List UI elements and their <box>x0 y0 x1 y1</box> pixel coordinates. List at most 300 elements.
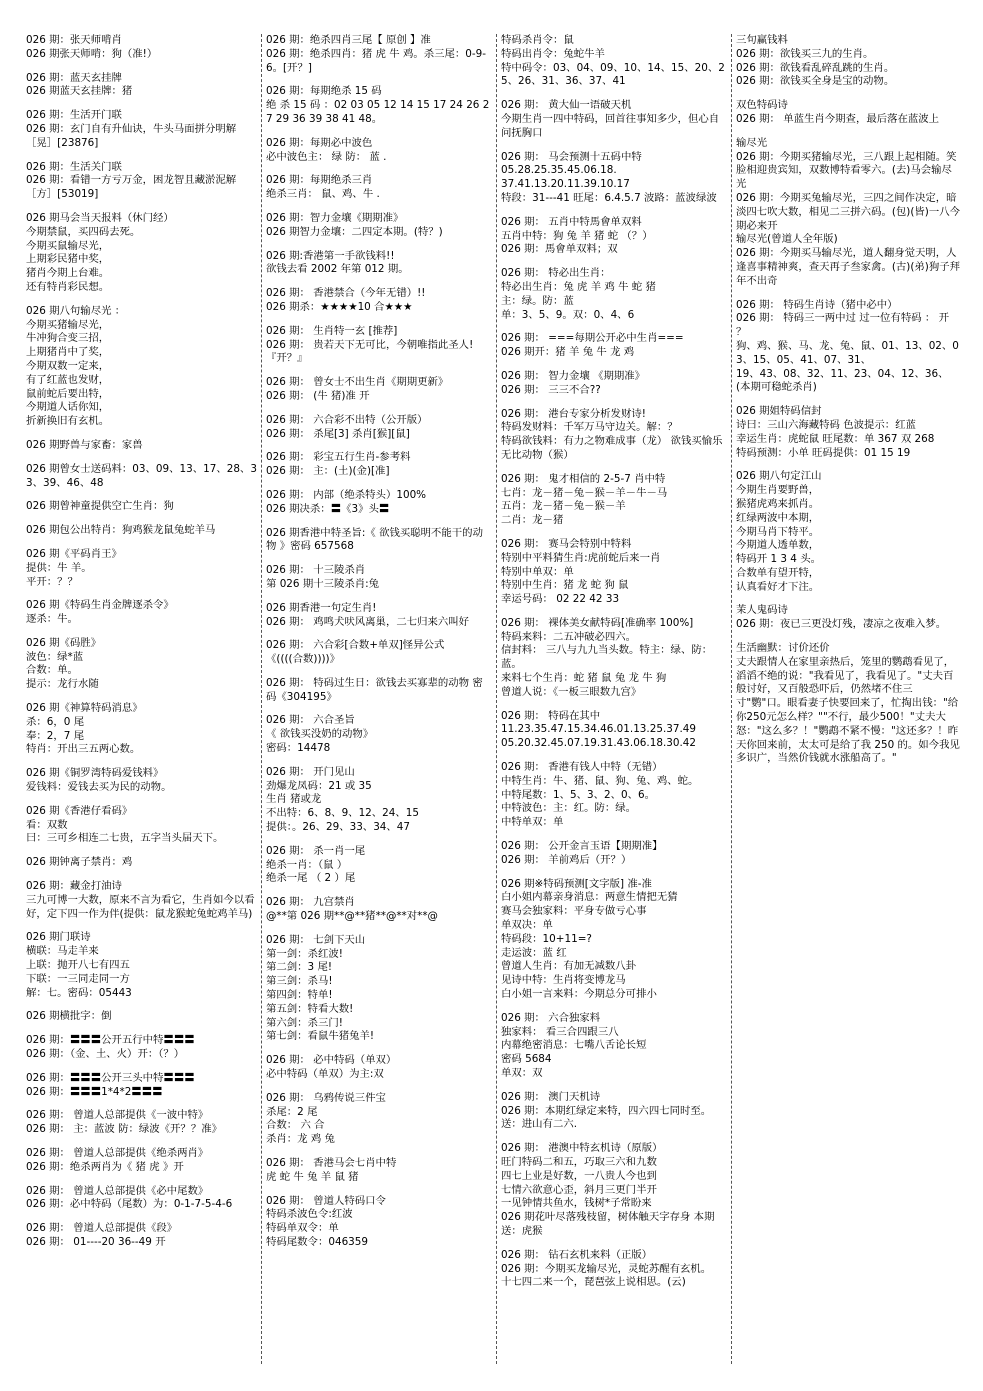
text-line: 第六剑：杀三门! <box>266 1016 343 1029</box>
text-line: 四七上业是好数，一八贵人今也到 <box>501 1169 657 1182</box>
text-line: 026 期香港中特圣旨:《 欲钱买聪明不能干的动物 》密码 657568 <box>266 526 483 553</box>
text-line: 026 期： 鸡鸣犬吠风离巢，二七归来六叫好 <box>266 615 470 628</box>
text-line: 026 期：欲钱买三九的生肖。 <box>736 47 874 60</box>
prediction-block <box>266 287 492 315</box>
prediction-block <box>501 332 727 360</box>
text-line: 单：3、5、9。双：0、4、6 <box>501 308 635 321</box>
prediction-block <box>266 34 492 75</box>
prediction-block <box>736 34 962 89</box>
prediction-block <box>501 370 727 398</box>
text-line: 提供：。26、29、33、34、47 <box>266 821 411 834</box>
text-line: 横联：马走羊来 <box>26 945 99 958</box>
prediction-block <box>501 34 727 89</box>
prediction-block <box>26 1109 257 1137</box>
text-line: 第一剑：杀红波! <box>266 947 343 960</box>
text-line: 第 026 期十三陵杀肖:兔 <box>266 577 380 590</box>
text-line: 026 期决杀：〓《3》头〓 <box>266 502 390 515</box>
text-line: 026 期： 钻石玄机来料（正版） <box>501 1248 653 1261</box>
text-line: 026 期八句定江山 <box>736 470 822 483</box>
prediction-block <box>266 250 492 278</box>
text-line: 026 期： (牛 猪)准 开 <box>266 389 370 402</box>
text-line: 026 期： 六合彩[合数+单双]怪异公式 <box>266 639 445 652</box>
text-line: 必中波色主： 绿 防： 蓝 . <box>266 150 387 163</box>
prediction-block <box>26 463 257 491</box>
text-line: 026 期门联诗 <box>26 931 91 944</box>
prediction-block <box>501 538 727 607</box>
text-line: 牛冲狗合变三招， <box>26 332 110 345</box>
text-line: 026 期：欲钱看乱碎乱跳的生肖。 <box>736 61 895 74</box>
text-line: 单双：双 <box>501 1067 543 1079</box>
prediction-block <box>736 604 962 632</box>
text-line: 幸运号码： 02 22 42 33 <box>501 593 620 606</box>
text-line: 026 期： 羊前鸡后（开？） <box>501 853 632 866</box>
text-line: 026 期：（金、土、火）开：（？） <box>26 1048 185 1061</box>
text-line: 七肖：龙－猪－兔－猴－羊－牛－马 <box>501 486 668 499</box>
text-line: 中特尾数：1、5、3、2、0、6。 <box>501 788 655 801</box>
text-line: 026 期：今期买龙输尽光，灵蛇苏醒有玄机。 <box>501 1262 712 1275</box>
text-line: 026 期：今期买马输尽光，道人翻身觉天明，人逢喜事精神爽，查天再子叁家禽。(古)(弟)狗子拜年不出奇 <box>736 247 961 287</box>
text-line: 认真看好才下注。 <box>736 580 820 593</box>
text-line: 走运波：蓝 红 <box>501 946 567 959</box>
text-line: 输尽光(曾道人全年版) <box>736 233 838 246</box>
text-line: 赛马会独家料：平身专做亏心事 <box>501 905 647 918</box>
prediction-block <box>501 878 727 1002</box>
prediction-block <box>266 564 492 592</box>
text-line: 输尽光 <box>736 136 768 149</box>
text-line: 026 期张天师啃：狗（准!） <box>26 47 158 60</box>
text-line: 十七四二来一个，琵琶弦上说相思。(云) <box>501 1276 686 1289</box>
prediction-block <box>26 212 257 295</box>
text-line: @**第 026 期**@**猪**@**对**@ <box>266 910 438 923</box>
text-line: 026 期：智力金壤《期期准》 <box>266 211 404 224</box>
prediction-block <box>26 1072 257 1100</box>
prediction-block <box>26 767 257 795</box>
text-line: 今期生肖一四中特码，回首往事知多少，但心自问抚胸口 <box>501 112 720 139</box>
text-line: 37.41.13.20.11.39.10.17 <box>501 178 630 191</box>
text-line: 有了红蓝也发财， <box>26 373 110 386</box>
prediction-block <box>736 405 962 460</box>
text-line: 026 期： 鬼才相信的 2-5-7 肖中特 <box>501 472 666 485</box>
text-line: 特别中生肖：猪 龙 蛇 狗 鼠 <box>501 579 629 592</box>
text-line: 026 期蓝天玄挂牌：猪 <box>26 85 133 98</box>
text-line: 白小姐一言来料：今期总分可排小 <box>501 988 657 1001</box>
prediction-block <box>266 85 492 126</box>
text-line: 逐杀：牛。 <box>26 613 78 626</box>
text-line: 026 期曾女士送码料：03、09、13、17、28、33、39、46、48 <box>26 462 257 489</box>
text-line: 026 期： 三三不合?? <box>501 383 601 396</box>
prediction-block <box>26 109 257 150</box>
prediction-block <box>501 99 727 140</box>
prediction-block <box>501 216 727 257</box>
text-line: 绝杀三肖： 鼠、鸡、牛 . <box>266 188 380 201</box>
text-line: 白小姐内幕亲身消息：两意生情把无猜 <box>501 891 678 904</box>
text-line: 026 期：蓝天玄挂牌 <box>26 71 122 84</box>
text-line: 第三剑：杀马! <box>266 975 333 988</box>
prediction-block <box>266 1054 492 1082</box>
prediction-block <box>26 161 257 202</box>
prediction-block <box>736 137 962 289</box>
text-line: 生肖 猪或龙 <box>266 793 322 806</box>
text-line: 026 期： 六合彩不出特（公开版） <box>266 413 428 426</box>
text-line: 026 期： 必中特码（单双） <box>266 1054 397 1067</box>
text-line: 杀：6，0 尾 <box>26 715 85 728</box>
prediction-block <box>266 527 492 555</box>
text-column-1 <box>26 34 261 1364</box>
text-line: 诗曰：三山六海藏特码 色波提示：红蓝 <box>736 418 916 431</box>
text-line: 026 期八句输尽光 ： <box>26 304 126 317</box>
text-line: 026 期：每期必中波色 <box>266 136 373 149</box>
text-line: 特码单双令：单 <box>266 1222 339 1235</box>
text-line: 必中特码（单双）为主:双 <box>266 1068 384 1081</box>
text-line: 今期道人话你知， <box>26 401 110 414</box>
text-line: 杀尾：2 尾 <box>266 1105 318 1118</box>
text-line: 026 期杀：★★★★10 合★★★ <box>266 300 413 313</box>
text-line: 今期生肖要野兽， <box>736 484 820 497</box>
text-column-3 <box>496 34 731 1364</box>
text-line: 狗、鸡、猴、马、龙、兔、鼠、01、13、02、03、15、05、41、07、31、 <box>736 339 959 366</box>
text-line: 今期买鼠输尽光， <box>26 239 110 252</box>
prediction-block <box>26 524 257 538</box>
text-line: 026 期《码胜》 <box>26 636 102 649</box>
text-line: 026 期： 01----20 36--49 开 <box>26 1235 166 1248</box>
text-line: 026 期马会当天报料（休门经） <box>26 211 174 224</box>
text-line: 特别中单双：单 <box>501 565 574 578</box>
text-line: 特别中平料猜生肖:虎前蛇后来一肖 <box>501 551 661 564</box>
text-line: 026 期： 曾道人总部提供《绝杀两肖》 <box>26 1147 209 1159</box>
text-line: 026 期： ===每期公开必中生肖=== <box>501 332 684 345</box>
text-line: 不出特：6、8、9、12、24、15 <box>266 807 420 820</box>
prediction-block <box>26 34 257 62</box>
text-line: 026 期： 彩宝五行生肖-参考料 <box>266 451 411 464</box>
prediction-block <box>26 305 257 429</box>
text-line: 026 期： 港台专家分析发财诗! <box>501 407 646 420</box>
text-line: 提供：牛 羊。 <box>26 561 92 574</box>
prediction-block <box>26 1147 257 1175</box>
text-line: 红绿两波中本期， <box>736 511 820 524</box>
text-line: 猪肖今期上台难。 <box>26 267 110 280</box>
text-line: 中特生肖：牛、猪、鼠、狗、兔、鸡、蛇。 <box>501 774 699 787</box>
text-column-4 <box>731 34 966 1364</box>
prediction-block <box>501 1012 727 1081</box>
text-line: 026 期： 七剑下天山 <box>266 933 366 946</box>
text-line: 劲爆龙凤码：21 或 35 <box>266 779 372 792</box>
prediction-block <box>501 473 727 528</box>
prediction-block <box>26 1034 257 1062</box>
text-line: 特码开 1 3 4 头。 <box>736 553 821 566</box>
prediction-block <box>501 267 727 322</box>
prediction-block <box>266 414 492 442</box>
text-line: 026 期花叶尽落残枝留，树体触天字存身 本期送：虎猴 <box>501 1211 715 1237</box>
text-line: 026 期《平码肖王》 <box>26 547 122 560</box>
prediction-block <box>266 1092 492 1147</box>
text-line: 幸运生肖：虎蛇鼠 旺尾数：单 367 双 268 <box>736 432 935 445</box>
prediction-block <box>501 151 727 206</box>
text-line: 026 期： 乌鸦传说三件宝 <box>266 1091 386 1104</box>
text-line: 合数：单。 <box>26 664 78 677</box>
text-line: 026 期：张天师啃肖 <box>26 34 122 46</box>
text-line: 026 期※特码预测[文字版] 准-准 <box>501 877 652 890</box>
text-line: 二肖：龙－猪 <box>501 514 564 527</box>
text-line: 上期彩民猪中奖， <box>26 253 110 266</box>
text-line: 《((((合数))))》 <box>266 653 340 666</box>
text-line: 026 期： 特码过生日：欲钱去买寡辈的动物 密码《304195》 <box>266 676 483 703</box>
text-line: 026 期： 内部（绝杀特头）100% <box>266 488 427 501</box>
text-line: 特段：31---41 旺尾：6.4.5.7 波路：蓝波绿波 <box>501 191 717 204</box>
text-line: 026 期： 曾道人特码口令 <box>266 1194 386 1207</box>
text-line: 第五剑：特看大数! <box>266 1002 354 1015</box>
text-line: 下联：一三同走同一方 <box>26 972 130 985</box>
text-line: 平开：？？ <box>26 575 78 588</box>
text-line: 026 期：看错一方亏万金，困龙智且藏淤泥解［方］[53019] <box>26 174 237 201</box>
prediction-block <box>266 376 492 404</box>
text-line: 026 期： 曾女士不出生肖《期期更新》 <box>266 376 449 389</box>
prediction-block <box>736 99 962 127</box>
text-line: 026 期： 六合独家料 <box>501 1011 601 1024</box>
prediction-block <box>266 1157 492 1185</box>
text-line: 合数： 六 合 <box>266 1119 325 1132</box>
text-line: 026 期《香港仔看码》 <box>26 804 133 817</box>
text-line: 026 期： 六合圣旨 <box>266 714 355 727</box>
text-line: 026 期： 曾道人总部提供《一波中特》 <box>26 1109 209 1122</box>
text-line: 026 期：每期绝杀 15 码 <box>266 85 382 98</box>
text-line: 单双决：单 <box>501 919 553 932</box>
text-line: 今期马肖下特平。 <box>736 525 820 538</box>
text-line: 特必出生肖：兔 虎 羊 鸡 牛 蛇 猪 <box>501 280 656 293</box>
text-line: 双色特码诗 <box>736 99 788 112</box>
text-line: 19、43、08、32、11、23、04、12、36、(本期可稳蛇杀肖) <box>736 367 949 394</box>
prediction-block <box>736 642 962 766</box>
text-line: 026 期智力金壤：二四定本期。(特？) <box>266 225 443 238</box>
text-line: 026 期： 曾道人总部提供《必中尾数》 <box>26 1184 209 1197</box>
text-line: 曾道人生肖：有加无减数八卦 <box>501 960 637 973</box>
text-line: 026 期：欲钱买全身是宝的动物。 <box>736 75 895 88</box>
text-line: 026 期：〓〓〓公开五行中特〓〓〓 <box>26 1034 195 1047</box>
text-line: 中特波色：主：红。防：绿。 <box>501 802 637 815</box>
newsprint-page <box>26 34 966 1364</box>
text-line: 独家料： 看三合四跟三八 <box>501 1025 619 1038</box>
text-line: 026 期姐特码信封 <box>736 405 822 418</box>
text-line: 特码杀肖令：鼠 <box>501 34 574 46</box>
text-line: 看：双数 <box>26 818 68 831</box>
text-line: 026 期： 公开金言玉语【期期准】 <box>501 840 663 853</box>
text-line: 绝杀一肖：（鼠 ） <box>266 858 348 871</box>
text-line: 026 期： 澳门天机诗 <box>501 1090 601 1103</box>
prediction-block <box>266 602 492 630</box>
text-line: 026 期《特码生肖金牌逐杀令》 <box>26 599 174 612</box>
text-line: 026 期： 杀尾[3] 杀肖[猴][鼠] <box>266 427 410 440</box>
text-line: 05.20.32.45.07.19.31.43.06.18.30.42 <box>501 737 696 750</box>
prediction-block <box>26 1222 257 1250</box>
prediction-block <box>266 766 492 835</box>
text-line: 026 期：绝杀两肖为《 猪 虎 》开 <box>26 1160 184 1173</box>
prediction-block <box>736 299 962 396</box>
text-line: 特码欲钱料：有力之物难成事（龙） 欲钱买愉乐无比动物（猴） <box>501 435 723 461</box>
text-line: 密码：14478 <box>266 742 331 755</box>
prediction-block <box>501 1249 727 1290</box>
text-line: 旺门特码二和五，巧取三六和九数 <box>501 1155 657 1168</box>
prediction-block <box>501 1142 727 1239</box>
prediction-block <box>26 1185 257 1213</box>
text-line: 026 期： 黄大仙一语破天机 <box>501 99 632 112</box>
text-line: 密码 5684 <box>501 1053 552 1066</box>
prediction-block <box>501 761 727 830</box>
text-line: 信封料： 三八与九九当头数。特主：绿、防：蓝。 <box>501 644 713 671</box>
text-line: 026 期：馬會单双料；双 <box>501 243 618 256</box>
prediction-block <box>26 1010 257 1024</box>
prediction-block <box>266 174 492 202</box>
prediction-block <box>501 617 727 700</box>
text-line: 来料七个生肖：蛇 猪 鼠 兔 龙 牛 狗 <box>501 672 667 685</box>
text-line: 上期猪肖中了奖， <box>26 346 110 359</box>
text-line: 026 期：〓〓〓公开三头中特〓〓〓 <box>26 1071 195 1084</box>
text-line: 奉：2，7 尾 <box>26 729 85 742</box>
text-line: 第四剑：特单! <box>266 989 333 1002</box>
text-line: 特码出肖令：兔蛇牛羊 <box>501 47 605 60</box>
text-line: 虎 蛇 牛 兔 羊 鼠 猪 <box>266 1170 359 1183</box>
text-line: 026 期： 香港马会七肖中特 <box>266 1157 397 1169</box>
prediction-block <box>736 470 962 594</box>
prediction-block <box>266 451 492 479</box>
text-line: 026 期《铜罗湾特码爱钱料》 <box>26 767 164 780</box>
text-line: 第七剑：看鼠牛猪兔羊! <box>266 1030 375 1043</box>
text-line: 丈夫跟情人在家里亲热后，笼里的鹦鹉看见了，滔滔不绝的说："我看见了，我看见了。"丈夫百般讨好，又百般恐吓后，仍然堵不住三寸"鹦"口。眼看妻子快要回来了，忙掏出钱："给你250元怎么样？""不行，最少500！"丈夫大怒："这么多？！"鹦鹉不紧不慢："这还多？！昨天你回来前，太太可是给了我 250 的。如今我见多识广，当然价钱就水涨船高了。" <box>736 655 960 765</box>
text-line: 特码段：10+11=? <box>501 932 592 945</box>
text-line: 026 期：本期红绿定来特，四六四七同时至。 <box>501 1104 712 1117</box>
text-line: 送：进山有二六. <box>501 1118 578 1131</box>
prediction-block <box>501 710 727 751</box>
text-line: 11.23.35.47.15.34.46.01.13.25.37.49 <box>501 723 696 736</box>
prediction-block <box>266 845 492 886</box>
text-line: 折新换旧有玄机。 <box>26 415 110 428</box>
text-line: 026 期曾神童提供空亡生肖：狗 <box>26 500 174 513</box>
text-line: 特码杀波色令:红波 <box>266 1208 353 1221</box>
prediction-block <box>26 599 257 627</box>
prediction-block <box>266 212 492 240</box>
prediction-block <box>266 137 492 165</box>
text-line: 026 期： 主：蓝波 防：绿波《开？？准》 <box>26 1123 222 1136</box>
text-line: 026 期：玄门自有升仙诀，牛头马面拼分明解［晃］[23876] <box>26 122 237 149</box>
prediction-block <box>26 72 257 100</box>
text-line: 026 期横批字：倒 <box>26 1010 112 1023</box>
text-line: 026 期：生活关门联 <box>26 160 122 173</box>
text-line: 026 期： 特码在其中 <box>501 709 601 722</box>
text-line: 026 期： 十三陵杀肖 <box>266 564 366 577</box>
text-line: 特肖：开出三五两心数。 <box>26 743 141 756</box>
prediction-block <box>26 500 257 514</box>
text-line: 解：七。密码：05443 <box>26 986 132 999</box>
text-line: 今期双数一定来， <box>26 359 110 372</box>
text-line: 026 期： 九宫禁肖 <box>266 896 355 909</box>
prediction-block <box>501 840 727 868</box>
text-line: 第二剑：3 尾! <box>266 961 333 974</box>
prediction-block <box>501 1091 727 1132</box>
text-line: 三句赢钱料 <box>736 34 788 46</box>
text-line: 026 期：今期买兔输尽光，三四之间作决定，暗淡四七吹大数，相见二三拼六码。(包)(皆)一八今期必来开 <box>736 191 961 232</box>
text-line: 026 期：夜已三更没灯残，凄凉之夜难入梦。 <box>736 618 947 631</box>
prediction-block <box>266 677 492 705</box>
text-line: 合数单有望开特， <box>736 566 820 579</box>
prediction-block <box>26 702 257 757</box>
text-line: 026 期钟离子禁肖：鸡 <box>26 856 133 869</box>
text-line: 三九可博一大数，原来不言为看它，生肖如今以看好，定下四一作为伴(提供：鼠龙猴蛇兔蛇鸡羊马) <box>26 893 255 920</box>
text-line: 中特单双：单 <box>501 816 564 829</box>
text-line: 026 期：生活开门联 <box>26 109 122 122</box>
text-line: 曰：三可乡相连二七贵，五字当头届天下。 <box>26 832 224 845</box>
text-line: 曾道人说：《一板三眼数九宫》 <box>501 685 642 698</box>
text-line: 026 期： 港澳中特玄机诗（原版） <box>501 1142 663 1155</box>
text-line: 026 期： 贵若天下无可比，今朝唯指此圣人!『开？』 <box>266 338 474 365</box>
text-column-2 <box>261 34 496 1364</box>
prediction-block <box>266 325 492 366</box>
text-line: 内幕绝密消息：七嘴八舌论长短 <box>501 1039 647 1052</box>
text-line: 026 期： 智力金壤 《期期准》 <box>501 369 646 382</box>
text-line: 主：绿。防：蓝 <box>501 294 574 307</box>
prediction-block <box>26 637 257 692</box>
text-line: 026 期：每期绝杀三肖 <box>266 174 373 187</box>
prediction-block <box>26 805 257 846</box>
text-line: 绝杀一尾 （ 2 ）尾 <box>266 872 356 885</box>
text-line: 特码发财料：千军万马守边关。解：？ <box>501 421 678 434</box>
text-line: 026 期： 五肖中特馬會单双料 <box>501 215 642 228</box>
prediction-block <box>501 408 727 463</box>
text-line: 特中码令：03、04、09、10、14、15、20、25、26、31、36、37、41 <box>501 61 725 88</box>
prediction-block <box>266 489 492 517</box>
text-line: 026 期：绝杀四肖三尾【 原创 】准 <box>266 34 431 46</box>
text-line: 05.28.25.35.45.06.18. <box>501 164 617 177</box>
text-line: 今期道人透单数， <box>736 539 820 552</box>
text-line: 026 期:香港第一手欲钱料!! <box>266 249 395 262</box>
text-line: 见诗中特：生肖将变博龙马 <box>501 974 626 987</box>
prediction-block <box>266 934 492 1044</box>
prediction-block <box>266 639 492 667</box>
text-line: 绝 杀 15 码 ：02 03 05 12 14 15 17 24 26 27 29 36 39 38 41 48。 <box>266 99 490 125</box>
text-line: 026 期： 曾道人总部提供《段》 <box>26 1222 178 1235</box>
text-line: 特码来料：二五冲破必四六。 <box>501 630 637 643</box>
prediction-block <box>26 880 257 921</box>
text-line: 还有特肖彩民想。 <box>26 280 110 293</box>
prediction-block <box>26 856 257 870</box>
text-line: 026 期： 单蓝生肖今期查，最后落在蓝波上 <box>736 112 940 125</box>
text-line: 026 期： 生肖特一玄 [推荐] <box>266 324 398 337</box>
text-line: 今期禁鼠，买四码去死。 <box>26 225 141 238</box>
text-line: 特码预测：小单 旺码提供：01 15 19 <box>736 446 911 459</box>
text-line: 爱钱料：爱钱去买为民的动物。 <box>26 781 172 794</box>
text-line: 026 期：必中特码（尾数）为：0-1-7-5-4-6 <box>26 1198 233 1211</box>
prediction-block <box>266 1195 492 1250</box>
text-line: 上联：抛开八七有四五 <box>26 959 130 972</box>
prediction-block <box>266 896 492 924</box>
text-line: 026 期： 香港禁合（今年无错）!! <box>266 287 426 300</box>
text-line: 《 欲钱买没奶的动物》 <box>266 728 374 741</box>
prediction-block <box>26 439 257 453</box>
text-line: 波色：绿*蓝 <box>26 650 84 663</box>
text-line: 特码尾数令：046359 <box>266 1235 369 1248</box>
prediction-block <box>26 548 257 589</box>
text-line: 提示：龙行水随 <box>26 678 99 691</box>
text-line: 026 期野兽与家畜：家兽 <box>26 438 143 451</box>
text-line: 026 期： 开门见山 <box>266 765 355 778</box>
text-line: 026 期：藏金打油诗 <box>26 880 122 893</box>
text-line: 026 期： 香港有钱人中特（无错） <box>501 761 663 774</box>
text-line: 五肖中特：狗 兔 羊 猪 蛇 （？） <box>501 229 653 242</box>
text-line: 茉人鬼码诗 <box>736 604 788 617</box>
text-line: 026 期《神算特码消息》 <box>26 702 143 715</box>
text-line: 026 期： 杀一肖一尾 <box>266 844 366 857</box>
prediction-block <box>266 714 492 755</box>
text-line: 五肖：龙－猪－兔－猴－羊 <box>501 500 626 513</box>
text-line: 生活幽默：讨价还价 <box>736 642 830 655</box>
text-line: 杀肖：龙 鸡 兔 <box>266 1133 335 1146</box>
